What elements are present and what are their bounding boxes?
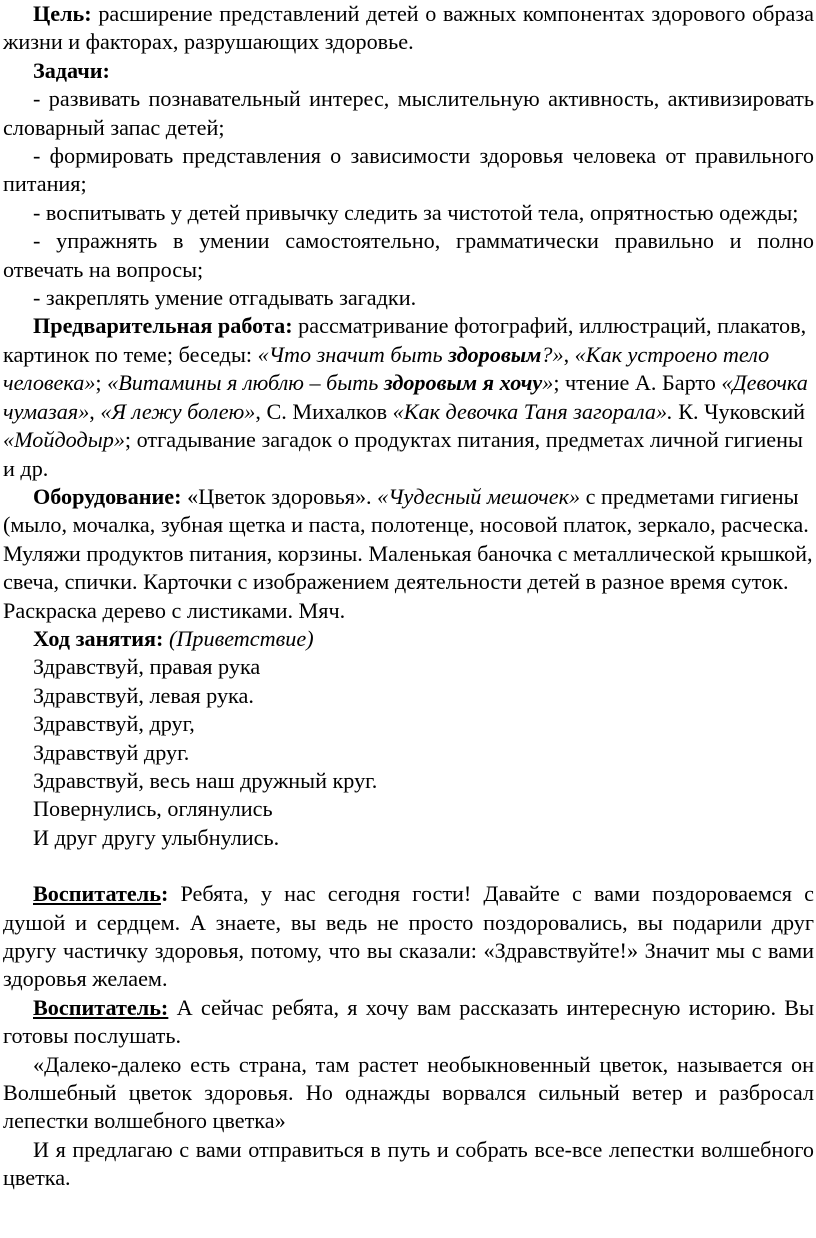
- blank-line: [3, 852, 814, 880]
- story-paragraph: «Далеко-далеко есть страна, там растет необыкновенный цветок, называется он Волшебный цветок здоровья. Но однажды ворвался сильный ветер и разбросал лепестки волшебного цветка»: [3, 1051, 814, 1134]
- prep-text: ; чтение А. Барто: [553, 370, 722, 396]
- task-item: - упражнять в умении самостоятельно, грамматически правильно и полно отвечать на вопросы;: [3, 228, 814, 282]
- prep-paragraph: [3, 312, 814, 482]
- prep-title: ?»: [541, 341, 564, 367]
- prep-title: «Я лежу болею»: [100, 398, 256, 424]
- goal-label: Цель:: [33, 1, 92, 26]
- prep-text: ; отгадывание загадок о продуктах питания, предметах личной гигиены и др.: [3, 427, 803, 481]
- prep-title-bold: здоровым: [448, 341, 542, 367]
- prep-text: ;: [95, 370, 108, 396]
- closing-paragraph: И я предлагаю с вами отправиться в путь и собрать все-все лепестки волшебного цветка.: [3, 1136, 814, 1191]
- equipment-paragraph: [3, 483, 814, 625]
- task-item: - закреплять умение отгадывать загадки.: [33, 285, 417, 311]
- lesson-note: (Приветствие): [163, 625, 314, 651]
- goal-paragraph: [3, 0, 814, 57]
- teacher-text: Ребята, у нас сегодня гости! Давайте с вами поздороваемся с душой и сердцем. А знаете, вы ведь не просто поздоровались, вы подарили друг другу частичку здоровья, потому, что вы сказали: «Здравствуйте!» Значит мы с вами здоровья желаем.: [3, 881, 814, 992]
- prep-title: «Девочка чумазая»: [3, 370, 808, 424]
- poem-line: Здравствуй, левая рука.: [33, 682, 254, 708]
- prep-text: К. Чуковский: [672, 398, 806, 424]
- equipment-text: «Цветок здоровья».: [181, 483, 378, 509]
- poem-line: Здравствуй, весь наш дружный круг.: [33, 767, 378, 793]
- poem-line: Здравствуй друг.: [33, 739, 190, 765]
- lesson-heading: [3, 625, 814, 653]
- prep-label: Предварительная работа:: [33, 313, 293, 339]
- poem-line: И друг другу улыбнулись.: [33, 824, 280, 850]
- prep-text: , С. Михалков: [255, 398, 393, 424]
- prep-title: «Как устроено тело человека»: [3, 341, 770, 396]
- tasks-label: Задачи:: [33, 57, 110, 83]
- poem-line: Здравствуй, правая рука: [33, 654, 261, 680]
- prep-title: «Что значит быть: [257, 341, 449, 367]
- teacher-colon: :: [160, 881, 169, 907]
- prep-title: «Витамины я люблю – быть: [107, 370, 384, 396]
- task-item: - развивать познавательный интерес, мыслительную активность, активизировать словарный запас детей;: [3, 86, 814, 140]
- lesson-label: Ход занятия:: [33, 625, 164, 651]
- teacher-label: Воспитатель: [33, 881, 161, 907]
- task-item: - формировать представления о зависимости здоровья человека от правильного питания;: [3, 143, 814, 197]
- poem-line: Повернулись, оглянулись: [33, 796, 273, 822]
- prep-title: «Как девочка Таня загорала».: [392, 398, 673, 424]
- prep-title: »: [542, 370, 554, 396]
- teacher-label: Воспитатель:: [33, 994, 169, 1020]
- equipment-title: «Чудесный мешочек»: [377, 483, 581, 509]
- prep-text: ,: [89, 398, 101, 424]
- prep-title: «Мойдодыр»: [3, 427, 125, 453]
- teacher-paragraph: [3, 880, 814, 994]
- task-item: - воспитывать у детей привычку следить за чистотой тела, опрятностью одежды;: [33, 199, 799, 225]
- prep-title-bold: здоровым я хочу: [383, 370, 543, 396]
- equipment-label: Оборудование:: [33, 483, 182, 509]
- teacher-text: А сейчас ребята, я хочу вам рассказать интересную историю. Вы готовы послушать.: [3, 994, 814, 1049]
- equipment-text: с предметами гигиены (мыло, мочалка, зубная щетка и паста, полотенце, носовой платок, зеркало, расческа. Муляжи продуктов питания, корзины. Маленькая баночка с металлической крышкой, свеча, спички. Карточки с изображением деятельности детей в разное время суток. Раскраска дерево с листиками. Мяч.: [3, 483, 813, 623]
- prep-text: рассматривание фотографий, иллюстраций, плакатов, картинок по теме; беседы:: [3, 313, 807, 367]
- goal-text: расширение представлений детей о важных компонентах здорового образа жизни и факторах, разрушающих здоровье.: [3, 1, 814, 55]
- prep-text: ,: [563, 341, 575, 367]
- tasks-heading: [3, 57, 814, 85]
- poem-line: Здравствуй, друг,: [33, 711, 195, 737]
- teacher-paragraph: [3, 994, 814, 1051]
